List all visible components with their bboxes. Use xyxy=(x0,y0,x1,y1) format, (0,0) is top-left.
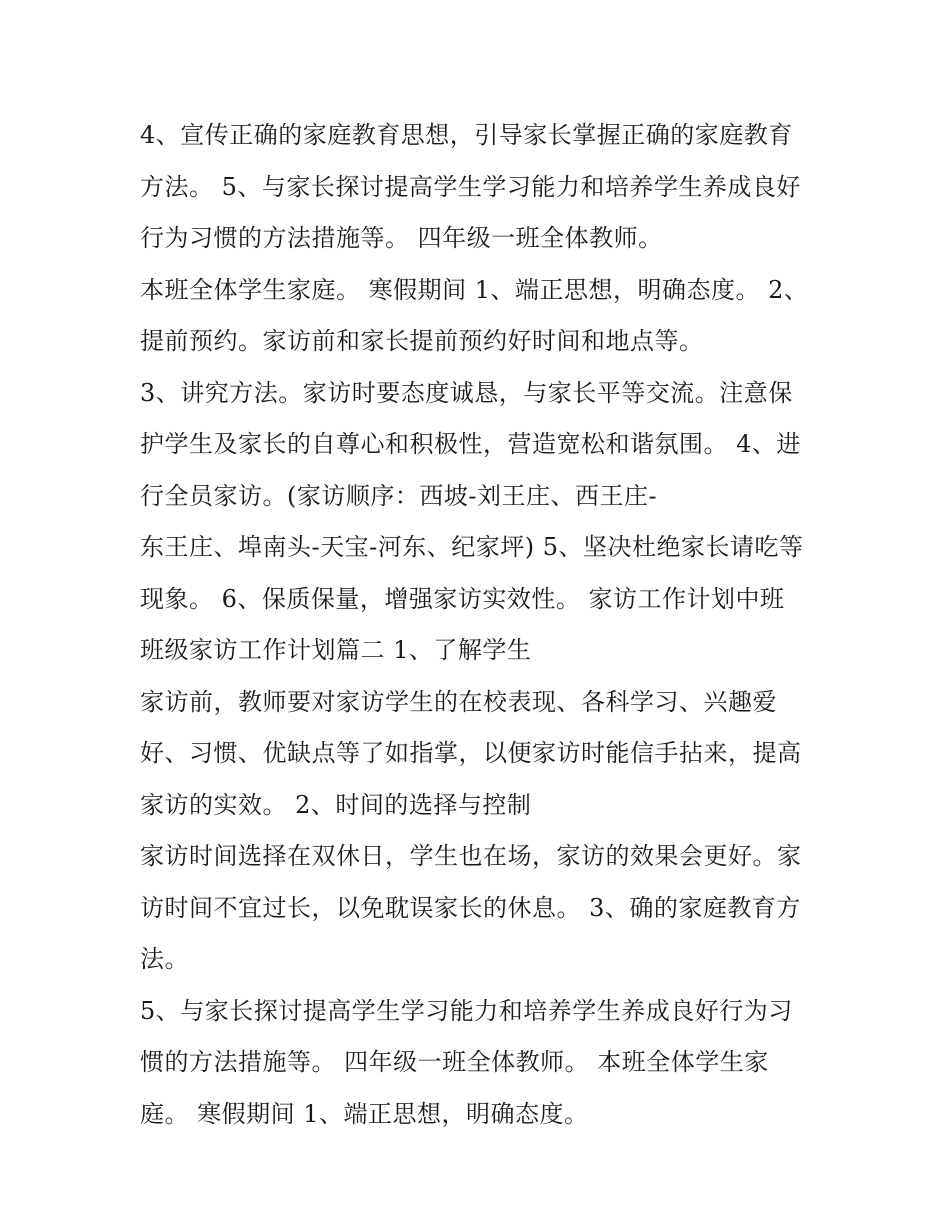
text-line: 班级家访工作计划篇二 1、了解学生 xyxy=(140,636,532,664)
text-line: 东王庄、埠南头-天宝-河东、纪家坪) 5、坚决杜绝家长请吃等 xyxy=(140,533,804,561)
text-line: 访时间不宜过长，以免耽误家长的休息。 3、确的家庭教育方 xyxy=(140,893,801,922)
text-line: 方法。 5、与家长探讨提高学生学习能力和培养学生养成良好 xyxy=(140,172,801,201)
text-line: 家访的实效。 2、时间的选择与控制 xyxy=(140,790,532,819)
text-line: 现象。 6、保质保量，增强家访实效性。 家访工作计划中班 xyxy=(140,584,785,613)
text-line: 家访时间选择在双休日，学生也在场，家访的效果会更好。家 xyxy=(140,842,802,870)
text-line: 庭。 寒假期间 1、端正思想，明确态度。 xyxy=(140,1099,589,1128)
text-line: 法。 xyxy=(140,945,189,973)
document-body xyxy=(140,110,820,1140)
text-line: 3、讲究方法。家访时要态度诚恳，与家长平等交流。注意保 xyxy=(140,378,793,407)
text-line: 护学生及家长的自尊心和积极性，营造宽松和谐氛围。 4、进 xyxy=(140,430,801,458)
text-line: 行为习惯的方法措施等。 四年级一班全体教师。 xyxy=(140,224,663,252)
text-line: 5、与家长探讨提高学生学习能力和培养学生养成良好行为习 xyxy=(140,996,793,1025)
text-line: 本班全体学生家庭。 寒假期间 1、端正思想，明确态度。 2、 xyxy=(140,275,809,304)
text-line: 4、宣传正确的家庭教育思想，引导家长掌握正确的家庭教育 xyxy=(140,121,793,149)
text-line: 好、习惯、优缺点等了如指掌，以便家访时能信手拈来，提高 xyxy=(140,739,802,767)
text-line: 家访前，教师要对家访学生的在校表现、各科学习、兴趣爱 xyxy=(140,687,777,716)
text-line: 行全员家访。(家访顺序：西坡-刘王庄、西王庄- xyxy=(140,481,658,510)
text-line: 提前预约。家访前和家长提前预约好时间和地点等。 xyxy=(140,327,704,355)
text-line: 惯的方法措施等。 四年级一班全体教师。 本班全体学生家 xyxy=(140,1048,769,1076)
